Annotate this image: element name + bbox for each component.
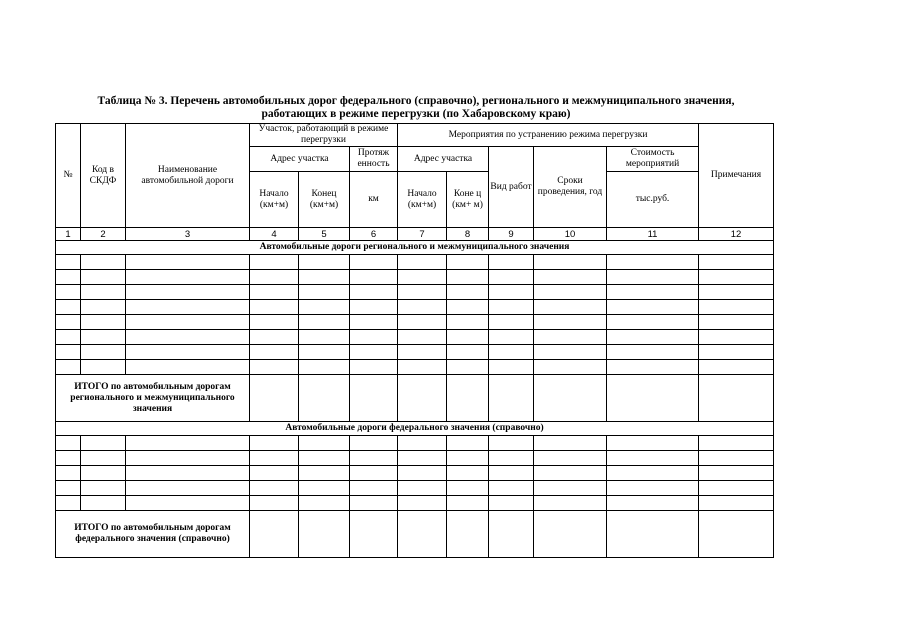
table-cell[interactable] bbox=[250, 451, 299, 466]
table-cell[interactable] bbox=[81, 436, 126, 451]
table-cell[interactable] bbox=[398, 315, 447, 330]
table-row bbox=[56, 496, 774, 511]
table-cell[interactable] bbox=[299, 466, 350, 481]
table-cell[interactable] bbox=[489, 375, 534, 422]
table-cell[interactable] bbox=[398, 466, 447, 481]
table-cell[interactable] bbox=[699, 270, 774, 285]
column-number: 10 bbox=[534, 228, 607, 241]
column-number: 11 bbox=[607, 228, 699, 241]
header-end: Конец (км+м) bbox=[299, 172, 350, 228]
table-cell[interactable] bbox=[447, 285, 489, 300]
table-cell[interactable] bbox=[299, 511, 350, 558]
table-cell[interactable] bbox=[81, 270, 126, 285]
table-cell[interactable] bbox=[350, 270, 398, 285]
table-cell[interactable] bbox=[534, 436, 607, 451]
header-address: Адрес участка bbox=[250, 147, 350, 172]
table-cell[interactable] bbox=[447, 360, 489, 375]
header-work-type: Вид работ bbox=[489, 147, 534, 228]
column-number: 2 bbox=[81, 228, 126, 241]
table-cell[interactable] bbox=[350, 345, 398, 360]
table-cell[interactable] bbox=[699, 511, 774, 558]
table-cell[interactable] bbox=[447, 481, 489, 496]
table-cell[interactable] bbox=[299, 375, 350, 422]
table-cell[interactable] bbox=[250, 285, 299, 300]
table-cell[interactable] bbox=[299, 345, 350, 360]
table-cell[interactable] bbox=[534, 466, 607, 481]
table-cell[interactable] bbox=[607, 360, 699, 375]
table-cell[interactable] bbox=[699, 285, 774, 300]
table-cell[interactable] bbox=[607, 270, 699, 285]
table-cell[interactable] bbox=[534, 496, 607, 511]
table-cell[interactable] bbox=[250, 315, 299, 330]
table-cell[interactable] bbox=[607, 466, 699, 481]
table-cell[interactable] bbox=[299, 255, 350, 270]
table-cell[interactable] bbox=[350, 466, 398, 481]
table-cell[interactable] bbox=[299, 285, 350, 300]
table-row bbox=[56, 436, 774, 451]
table-cell[interactable] bbox=[699, 496, 774, 511]
table-cell[interactable] bbox=[299, 481, 350, 496]
table-cell[interactable] bbox=[607, 285, 699, 300]
header-km: км bbox=[350, 172, 398, 228]
table-cell[interactable] bbox=[126, 496, 250, 511]
table-cell[interactable] bbox=[81, 285, 126, 300]
table-cell[interactable] bbox=[447, 466, 489, 481]
table-cell[interactable] bbox=[299, 330, 350, 345]
federal-total-row bbox=[56, 511, 774, 558]
table-cell[interactable] bbox=[534, 511, 607, 558]
table-cell[interactable] bbox=[534, 345, 607, 360]
table-cell[interactable] bbox=[250, 360, 299, 375]
table-cell[interactable] bbox=[447, 451, 489, 466]
table-cell[interactable] bbox=[56, 255, 81, 270]
section-regional-title: Автомобильные дороги регионального и межмуниципального значения bbox=[56, 241, 774, 255]
table-cell[interactable] bbox=[56, 330, 81, 345]
table-cell[interactable] bbox=[350, 451, 398, 466]
table-cell[interactable] bbox=[299, 270, 350, 285]
table-cell[interactable] bbox=[56, 466, 81, 481]
table-cell[interactable] bbox=[447, 511, 489, 558]
table-cell[interactable] bbox=[534, 315, 607, 330]
table-cell[interactable] bbox=[607, 300, 699, 315]
header-measures-group: Мероприятия по устранению режима перегрузки bbox=[398, 124, 699, 147]
table-cell[interactable] bbox=[699, 360, 774, 375]
table-cell[interactable] bbox=[250, 511, 299, 558]
table-cell[interactable] bbox=[447, 436, 489, 451]
table-cell[interactable] bbox=[534, 481, 607, 496]
table-cell[interactable] bbox=[126, 451, 250, 466]
table-cell[interactable] bbox=[126, 315, 250, 330]
table-cell[interactable] bbox=[126, 466, 250, 481]
table-cell[interactable] bbox=[398, 300, 447, 315]
column-number: 4 bbox=[250, 228, 299, 241]
table-cell[interactable] bbox=[350, 255, 398, 270]
table-cell[interactable] bbox=[350, 300, 398, 315]
table-cell[interactable] bbox=[81, 345, 126, 360]
table-cell[interactable] bbox=[447, 345, 489, 360]
table-cell[interactable] bbox=[56, 300, 81, 315]
table-cell[interactable] bbox=[81, 330, 126, 345]
table-cell[interactable] bbox=[126, 330, 250, 345]
table-cell[interactable] bbox=[489, 345, 534, 360]
table-cell[interactable] bbox=[607, 345, 699, 360]
table-cell[interactable] bbox=[350, 360, 398, 375]
header-start: Начало (км+м) bbox=[250, 172, 299, 228]
table-cell[interactable] bbox=[299, 451, 350, 466]
table-cell[interactable] bbox=[398, 270, 447, 285]
table-cell[interactable] bbox=[56, 315, 81, 330]
table-cell[interactable] bbox=[699, 255, 774, 270]
congestion-roads-table bbox=[55, 123, 774, 558]
column-number: 12 bbox=[699, 228, 774, 241]
table-cell[interactable] bbox=[699, 466, 774, 481]
header-cost: Стоимость мероприятий bbox=[607, 147, 699, 172]
table-cell[interactable] bbox=[250, 270, 299, 285]
table-cell[interactable] bbox=[398, 496, 447, 511]
table-cell[interactable] bbox=[81, 315, 126, 330]
title-line-2: работающих в режиме перегрузки (по Хабаровскому краю) bbox=[261, 108, 571, 120]
table-cell[interactable] bbox=[607, 436, 699, 451]
table-row bbox=[56, 300, 774, 315]
table-row bbox=[56, 255, 774, 270]
table-cell[interactable] bbox=[699, 436, 774, 451]
column-number: 6 bbox=[350, 228, 398, 241]
table-cell[interactable] bbox=[126, 360, 250, 375]
header-road-name: Наименование автомобильной дороги bbox=[126, 124, 250, 228]
table-cell[interactable] bbox=[699, 315, 774, 330]
table-cell[interactable] bbox=[447, 330, 489, 345]
table-cell[interactable] bbox=[350, 511, 398, 558]
table-cell[interactable] bbox=[81, 451, 126, 466]
table-cell[interactable] bbox=[398, 330, 447, 345]
column-number-row bbox=[56, 228, 774, 241]
table-cell[interactable] bbox=[299, 300, 350, 315]
table-cell[interactable] bbox=[126, 300, 250, 315]
table-cell[interactable] bbox=[398, 436, 447, 451]
table-row bbox=[56, 466, 774, 481]
table-row bbox=[56, 315, 774, 330]
table-cell[interactable] bbox=[489, 511, 534, 558]
table-cell[interactable] bbox=[398, 451, 447, 466]
table-cell[interactable] bbox=[81, 466, 126, 481]
table-cell[interactable] bbox=[56, 481, 81, 496]
header-cost-unit: тыс.руб. bbox=[607, 172, 699, 228]
table-row bbox=[56, 345, 774, 360]
table-cell[interactable] bbox=[699, 375, 774, 422]
table-cell[interactable] bbox=[299, 496, 350, 511]
table-cell[interactable] bbox=[534, 300, 607, 315]
table-cell[interactable] bbox=[607, 315, 699, 330]
column-number: 8 bbox=[447, 228, 489, 241]
table-cell[interactable] bbox=[56, 345, 81, 360]
table-cell[interactable] bbox=[447, 315, 489, 330]
table-cell[interactable] bbox=[489, 451, 534, 466]
table-cell[interactable] bbox=[398, 511, 447, 558]
table-cell[interactable] bbox=[250, 496, 299, 511]
table-cell[interactable] bbox=[398, 285, 447, 300]
header-end-2: Коне ц (км+ м) bbox=[447, 172, 489, 228]
table-cell[interactable] bbox=[81, 360, 126, 375]
table-cell[interactable] bbox=[250, 300, 299, 315]
table-cell[interactable] bbox=[56, 436, 81, 451]
table-cell[interactable] bbox=[489, 481, 534, 496]
federal-total-label: ИТОГО по автомобильным дорогам федерального значения (справочно) bbox=[56, 511, 250, 558]
table-cell[interactable] bbox=[607, 496, 699, 511]
table-cell[interactable] bbox=[398, 360, 447, 375]
table-cell[interactable] bbox=[350, 496, 398, 511]
table-cell[interactable] bbox=[398, 345, 447, 360]
table-cell[interactable] bbox=[534, 375, 607, 422]
table-cell[interactable] bbox=[398, 481, 447, 496]
section-federal-row bbox=[56, 422, 774, 436]
table-cell[interactable] bbox=[398, 255, 447, 270]
table-cell[interactable] bbox=[699, 345, 774, 360]
table-cell[interactable] bbox=[398, 375, 447, 422]
table-cell[interactable] bbox=[299, 436, 350, 451]
table-row bbox=[56, 360, 774, 375]
column-number: 9 bbox=[489, 228, 534, 241]
table-cell[interactable] bbox=[250, 375, 299, 422]
table-cell[interactable] bbox=[447, 375, 489, 422]
table-cell[interactable] bbox=[607, 481, 699, 496]
table-cell[interactable] bbox=[81, 481, 126, 496]
table-cell[interactable] bbox=[534, 451, 607, 466]
table-row bbox=[56, 481, 774, 496]
table-cell[interactable] bbox=[699, 330, 774, 345]
column-number: 3 bbox=[126, 228, 250, 241]
table-cell[interactable] bbox=[447, 300, 489, 315]
table-cell[interactable] bbox=[250, 330, 299, 345]
table-cell[interactable] bbox=[350, 315, 398, 330]
table-cell[interactable] bbox=[56, 270, 81, 285]
table-cell[interactable] bbox=[534, 270, 607, 285]
table-cell[interactable] bbox=[699, 481, 774, 496]
table-row bbox=[56, 330, 774, 345]
column-number: 5 bbox=[299, 228, 350, 241]
table-cell[interactable] bbox=[56, 285, 81, 300]
table-cell[interactable] bbox=[489, 300, 534, 315]
table-cell[interactable] bbox=[250, 436, 299, 451]
table-cell[interactable] bbox=[534, 330, 607, 345]
header-row-1 bbox=[56, 124, 774, 147]
table-cell[interactable] bbox=[699, 300, 774, 315]
table-cell[interactable] bbox=[607, 511, 699, 558]
table-cell[interactable] bbox=[489, 466, 534, 481]
header-num: № bbox=[56, 124, 81, 228]
header-section-group: Участок, работающий в режиме перегрузки bbox=[250, 124, 398, 147]
table-row bbox=[56, 451, 774, 466]
table-cell[interactable] bbox=[56, 360, 81, 375]
table-cell[interactable] bbox=[299, 360, 350, 375]
section-federal-title: Автомобильные дороги федерального значения (справочно) bbox=[56, 422, 774, 436]
table-cell[interactable] bbox=[56, 451, 81, 466]
table-cell[interactable] bbox=[447, 255, 489, 270]
table-cell[interactable] bbox=[607, 375, 699, 422]
table-cell[interactable] bbox=[489, 436, 534, 451]
header-start-2: Начало (км+м) bbox=[398, 172, 447, 228]
table-row bbox=[56, 270, 774, 285]
table-cell[interactable] bbox=[126, 481, 250, 496]
table-cell[interactable] bbox=[534, 285, 607, 300]
table-cell[interactable] bbox=[489, 315, 534, 330]
section-regional-row bbox=[56, 241, 774, 255]
header-length: Протяж енность bbox=[350, 147, 398, 172]
table-title bbox=[56, 95, 776, 121]
table-cell[interactable] bbox=[607, 255, 699, 270]
table-cell[interactable] bbox=[126, 255, 250, 270]
table-cell[interactable] bbox=[126, 345, 250, 360]
table-cell[interactable] bbox=[489, 330, 534, 345]
table-cell[interactable] bbox=[534, 360, 607, 375]
header-notes: Примечания bbox=[699, 124, 774, 228]
table-cell[interactable] bbox=[299, 315, 350, 330]
table-cell[interactable] bbox=[607, 451, 699, 466]
table-cell[interactable] bbox=[489, 255, 534, 270]
table-cell[interactable] bbox=[350, 481, 398, 496]
table-cell[interactable] bbox=[489, 496, 534, 511]
regional-total-label: ИТОГО по автомобильным дорогам регионального и межмуниципального значения bbox=[56, 375, 250, 422]
table-cell[interactable] bbox=[489, 270, 534, 285]
table-cell[interactable] bbox=[126, 270, 250, 285]
table-cell[interactable] bbox=[534, 255, 607, 270]
table-cell[interactable] bbox=[607, 330, 699, 345]
table-cell[interactable] bbox=[126, 436, 250, 451]
table-cell[interactable] bbox=[81, 255, 126, 270]
table-cell[interactable] bbox=[699, 451, 774, 466]
table-cell[interactable] bbox=[126, 285, 250, 300]
table-cell[interactable] bbox=[81, 496, 126, 511]
table-cell[interactable] bbox=[81, 300, 126, 315]
table-row bbox=[56, 285, 774, 300]
table-cell[interactable] bbox=[350, 330, 398, 345]
table-cell[interactable] bbox=[350, 375, 398, 422]
table-cell[interactable] bbox=[350, 436, 398, 451]
table-cell[interactable] bbox=[350, 285, 398, 300]
table-cell[interactable] bbox=[447, 270, 489, 285]
header-dates: Сроки проведения, год bbox=[534, 147, 607, 228]
column-number: 7 bbox=[398, 228, 447, 241]
title-line-1: Таблица № 3. Перечень автомобильных дорог федерального (справочно), регионального и межмуниципального значения, bbox=[97, 95, 735, 107]
column-number: 1 bbox=[56, 228, 81, 241]
table-cell[interactable] bbox=[250, 255, 299, 270]
header-code: Код в СКДФ bbox=[81, 124, 126, 228]
table-cell[interactable] bbox=[250, 345, 299, 360]
regional-total-row bbox=[56, 375, 774, 422]
table-cell[interactable] bbox=[250, 481, 299, 496]
table-cell[interactable] bbox=[489, 285, 534, 300]
header-address-2: Адрес участка bbox=[398, 147, 489, 172]
table-cell[interactable] bbox=[250, 466, 299, 481]
table-cell[interactable] bbox=[56, 496, 81, 511]
table-cell[interactable] bbox=[447, 496, 489, 511]
table-cell[interactable] bbox=[489, 360, 534, 375]
